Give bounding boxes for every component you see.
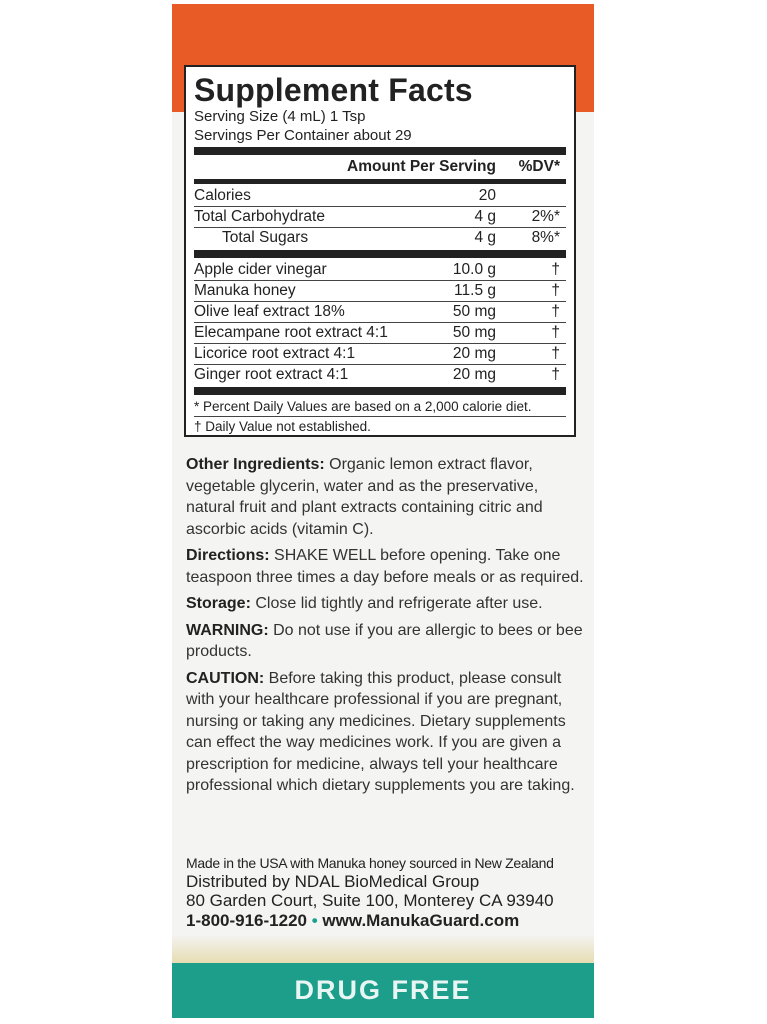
servings-per-container: Servings Per Container about 29 [194, 127, 412, 144]
section-text: Organic lemon extract flavor, vegetable glycerin, water and as the preservative, natural fruit and plant extracts containing citric and ascorbic acids (vitamin C). [186, 456, 543, 538]
website: www.ManukaGuard.com [322, 911, 520, 930]
amount-header: Amount Per Serving [347, 158, 496, 175]
honeycomb-pattern [172, 934, 594, 964]
row-dv: 2%* [531, 208, 560, 225]
row-amount: 4 g [474, 208, 496, 225]
row-name: Manuka honey [194, 282, 296, 299]
row-name: Elecampane root extract 4:1 [194, 324, 388, 341]
row-dv: 8%* [531, 229, 560, 246]
row-amount: 11.5 g [454, 282, 496, 299]
row-name: Ginger root extract 4:1 [194, 366, 349, 383]
section-label: Directions: [186, 547, 270, 564]
row-dv: † [551, 366, 560, 383]
row-amount: 20 [478, 187, 496, 204]
drug-free-badge: DRUG FREE [172, 963, 594, 1018]
section-text: Close lid tightly and refrigerate after use. [250, 595, 543, 612]
facts-row [194, 207, 566, 228]
divider [194, 387, 566, 395]
facts-row [194, 186, 566, 207]
row-name: Calories [194, 187, 251, 204]
row-dv: † [551, 282, 560, 299]
divider [194, 250, 566, 258]
made-in: Made in the USA with Manuka honey sourced in New Zealand [186, 855, 554, 871]
row-dv: † [551, 261, 560, 278]
section-text: SHAKE WELL before opening. Take one teaspoon three times a day before meals or as required. [186, 547, 584, 586]
row-amount: 20 mg [452, 345, 496, 362]
row-amount: 10.0 g [452, 261, 496, 278]
facts-title: Supplement Facts [194, 72, 473, 108]
distributor: Distributed by NDAL BioMedical Group [186, 872, 480, 891]
section-label: Storage: [186, 595, 251, 612]
section-text: Do not use if you are allergic to bees or bee products. [186, 621, 583, 660]
phone: 1-800-916-1220 [186, 911, 307, 930]
facts-row [194, 260, 566, 281]
row-dv: † [551, 345, 560, 362]
separator: • [311, 911, 318, 930]
section-label: CAUTION: [186, 669, 265, 687]
label-section [186, 593, 586, 615]
footnote-dagger: † Daily Value not established. [194, 416, 566, 436]
label-panel [172, 4, 594, 1018]
row-dv: † [551, 324, 560, 341]
label-section [186, 545, 586, 588]
address: 80 Garden Court, Suite 100, Monterey CA 93940 [186, 891, 554, 910]
row-amount: 4 g [474, 229, 496, 246]
supplement-facts-box [184, 65, 576, 437]
footnote-dv: * Percent Daily Values are based on a 2,000 calorie diet. [194, 399, 532, 414]
divider [194, 179, 566, 184]
section-label: Other Ingredients: [186, 456, 325, 473]
divider [194, 147, 566, 155]
section-text: Before taking this product, please consult with your healthcare professional if you are pregnant, nursing or taking any medicines. Dietary supplements can effect the way medicines work. If you are given a prescription for medicine, always tell your healthcare professional which dietary supplements you are taking. [186, 669, 575, 794]
serving-size: Serving Size (4 mL) 1 Tsp [194, 108, 366, 125]
row-dv: † [551, 303, 560, 320]
facts-header [194, 157, 566, 177]
row-amount: 50 mg [452, 303, 496, 320]
facts-row [194, 281, 566, 302]
row-name: Licorice root extract 4:1 [194, 345, 356, 362]
row-name: Apple cider vinegar [194, 261, 327, 278]
row-name: Total Carbohydrate [194, 208, 325, 225]
row-amount: 20 mg [452, 366, 496, 383]
section-label: WARNING: [186, 621, 269, 639]
row-name: Total Sugars [222, 229, 309, 246]
facts-row [194, 228, 566, 248]
label-section [186, 454, 586, 540]
manufacturer-info [186, 854, 586, 931]
row-amount: 50 mg [452, 324, 496, 341]
facts-row [194, 323, 566, 344]
facts-row [194, 302, 566, 323]
label-text [186, 454, 586, 802]
dv-header: %DV* [518, 158, 560, 175]
row-dv [496, 186, 566, 206]
facts-row [194, 344, 566, 365]
facts-row [194, 365, 566, 385]
label-section [186, 620, 586, 663]
label-section [186, 668, 586, 797]
row-name: Olive leaf extract 18% [194, 303, 345, 320]
